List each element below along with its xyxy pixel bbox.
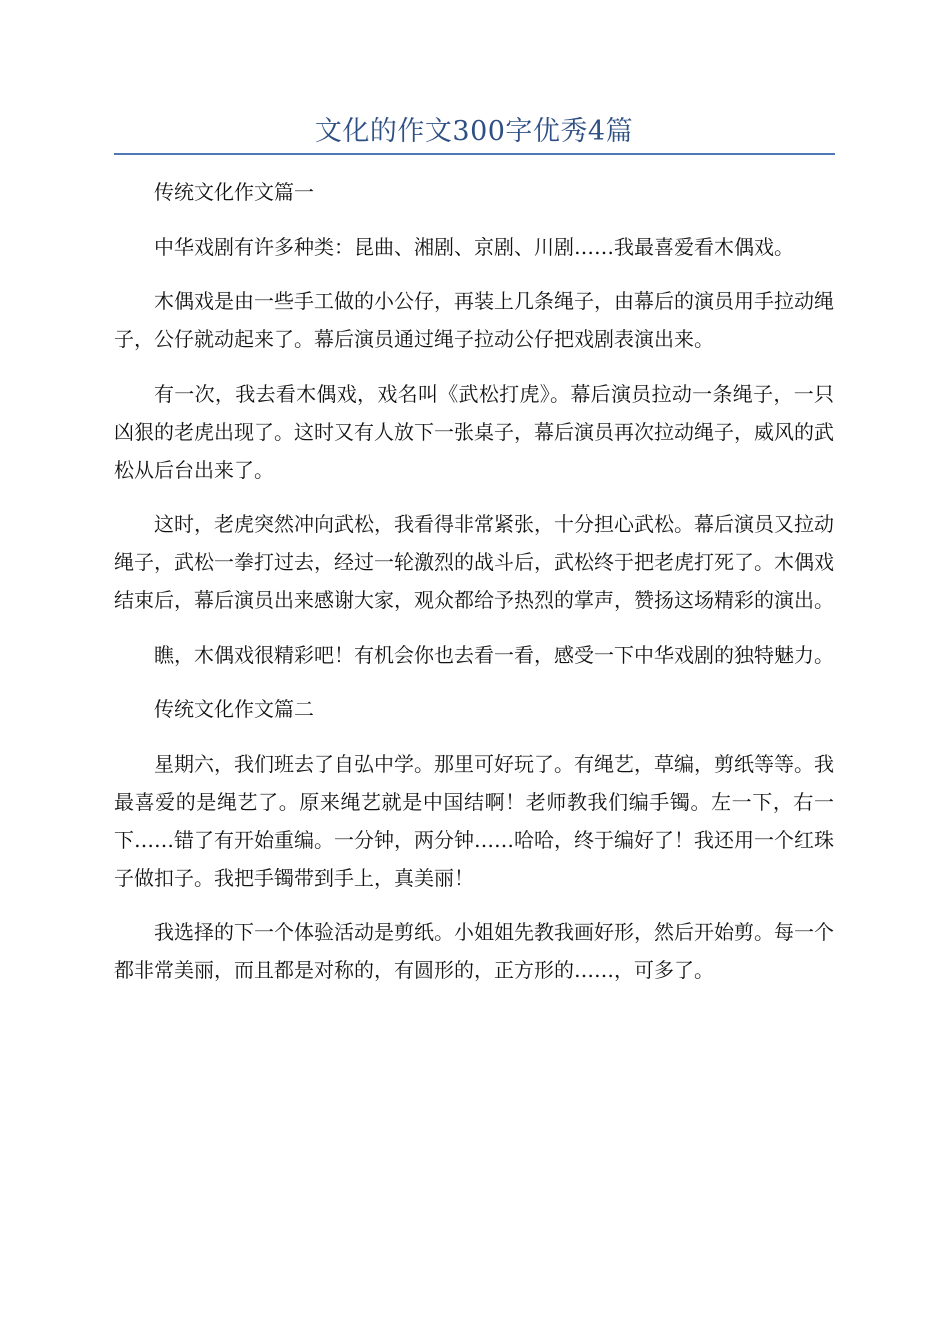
body-paragraph: 有一次，我去看木偶戏，戏名叫《武松打虎》。幕后演员拉动一条绳子，一只凶狠的老虎出现了。这时又有人放下一张桌子，幕后演员再次拉动绳子，威风的武松从后台出来了。	[114, 381, 834, 482]
title-underline	[114, 153, 835, 155]
body-paragraph: 木偶戏是由一些手工做的小公仔，再装上几条绳子，由幕后的演员用手拉动绳子，公仔就动起来了。幕后演员通过绳子拉动公仔把戏剧表演出来。	[114, 289, 834, 351]
body-paragraph: 瞧，木偶戏很精彩吧！有机会你也去看一看，感受一下中华戏剧的独特魅力。	[154, 642, 834, 667]
body-paragraph: 我选择的下一个体验活动是剪纸。小姐姐先教我画好形，然后开始剪。每一个都非常美丽，而且都是对称的，有圆形的，正方形的……，可多了。	[114, 920, 834, 982]
body-paragraph: 星期六，我们班去了自弘中学。那里可好玩了。有绳艺，草编，剪纸等等。我最喜爱的是绳艺了。原来绳艺就是中国结啊！老师教我们编手镯。左一下，右一下……错了有开始重编。一分钟，两分钟……哈哈，终于编好了！我还用一个红珠子做扣子。我把手镯带到手上，真美丽！	[114, 751, 834, 890]
document-body	[114, 173, 834, 1006]
document-title: 文化的作文300字优秀4篇	[314, 116, 634, 147]
section-heading: 传统文化作文篇一	[154, 180, 314, 204]
body-paragraph: 这时，老虎突然冲向武松，我看得非常紧张，十分担心武松。幕后演员又拉动绳子，武松一拳打过去，经过一轮激烈的战斗后，武松终于把老虎打死了。木偶戏结束后，幕后演员出来感谢大家，观众都给予热烈的掌声，赞扬这场精彩的演出。	[114, 512, 834, 612]
section-heading: 传统文化作文篇二	[154, 697, 314, 721]
body-paragraph: 中华戏剧有许多种类：昆曲、湘剧、京剧、川剧……我最喜爱看木偶戏。	[154, 234, 794, 259]
